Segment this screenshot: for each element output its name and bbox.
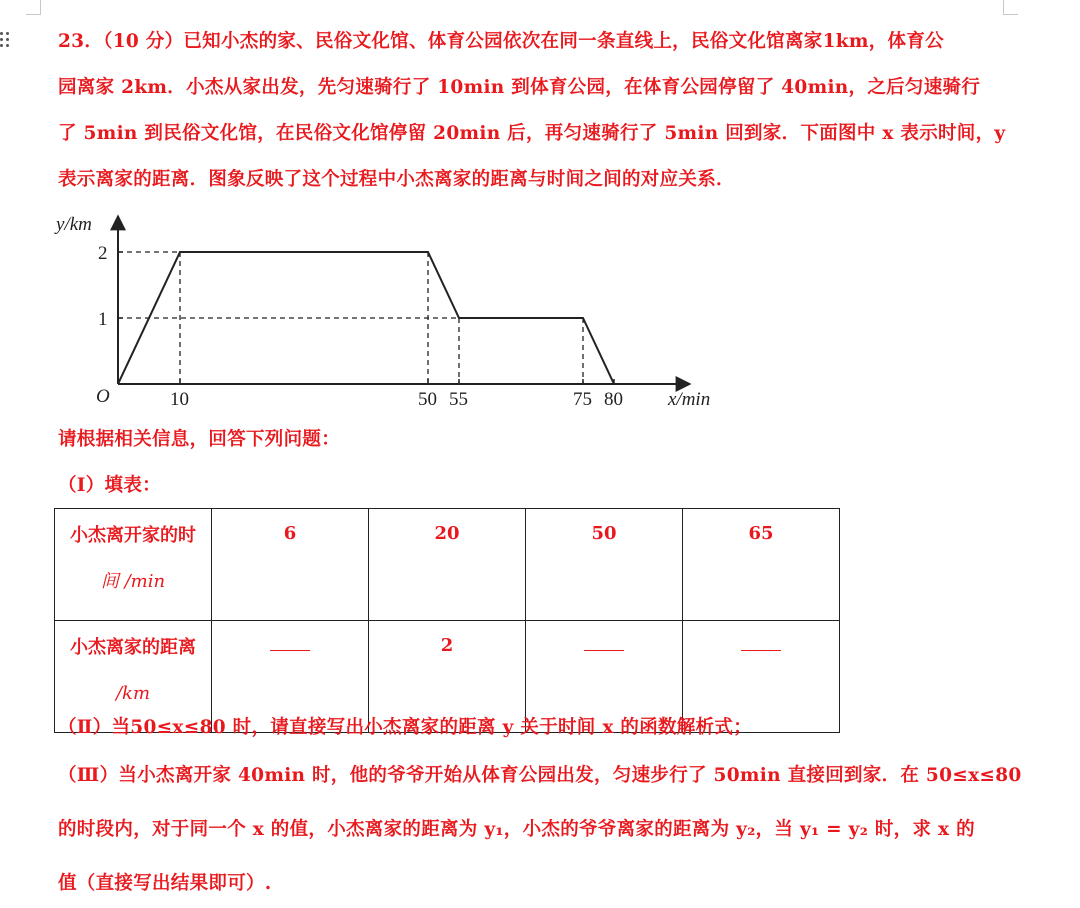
time-label-line-1: 小杰离开家的时 (70, 525, 196, 546)
y-tick-label: 1 (98, 309, 108, 330)
distance-label-line-2: /km (115, 683, 151, 704)
fill-in-table (54, 508, 840, 733)
x-tick-label: 80 (604, 389, 623, 410)
question-line-3: 了 5min 到民俗文化馆，在民俗文化馆停留 20min 后，再匀速骑行了 5min 回到家．下面图中 x 表示时间，y (58, 123, 1006, 144)
part3-line-1: （Ⅲ）当小杰离开家 40min 时，他的爷爷开始从体育公园出发，匀速步行了 50min 直接回到家．在 50≤x≤80 (58, 765, 1022, 786)
part3-line-3: 值（直接写出结果即可）. (58, 873, 272, 894)
page-corner-mark-right (1003, 0, 1018, 15)
graph-canvas (50, 206, 740, 424)
answer-blank[interactable] (741, 636, 781, 651)
distance-time-graph (50, 206, 740, 424)
time-cell-4: 65 (683, 509, 840, 621)
x-tick-label: 55 (449, 389, 468, 410)
part2-text: （Ⅱ）当50≤x≤80 时，请直接写出小杰离家的距离 y 关于时间 x 的函数解析式； (58, 717, 752, 738)
time-cell-3: 50 (526, 509, 683, 621)
distance-label-line-1: 小杰离家的距离 (70, 637, 196, 658)
question-line-2: 园离家 2km．小杰从家出发，先匀速骑行了 10min 到体育公园，在体育公园停留了 40min，之后匀速骑行 (58, 77, 981, 98)
table-row (55, 509, 840, 621)
question-line-4: 表示离家的距离．图象反映了这个过程中小杰离家的距离与时间之间的对应关系． (58, 169, 735, 190)
time-label-line-2: 间 /min (100, 571, 166, 592)
x-tick-label: 50 (418, 389, 437, 410)
time-cell-2: 20 (369, 509, 526, 621)
part1-title: （Ⅰ）填表： (58, 475, 161, 496)
drag-handle-icon[interactable] (0, 32, 12, 50)
question-line-1: 23．（10 分）已知小杰的家、民俗文化馆、体育公园依次在同一条直线上，民俗文化馆离家1km，体育公 (58, 31, 944, 52)
y-axis-label: y/km (56, 214, 92, 235)
x-axis-label: x/min (668, 389, 711, 410)
answer-blank[interactable] (270, 636, 310, 651)
y-tick-label: 2 (98, 243, 108, 264)
time-row-label (55, 509, 212, 621)
page-corner-mark-left (26, 0, 41, 15)
x-tick-label: 10 (170, 389, 189, 410)
answer-blank[interactable] (584, 636, 624, 651)
instruction-text: 请根据相关信息，回答下列问题： (58, 429, 341, 450)
part3-line-2: 的时段内，对于同一个 x 的值，小杰离家的距离为 y₁，小杰的爷爷离家的距离为 y₂，当 y₁ = y₂ 时，求 x 的 (58, 819, 975, 840)
distance-cell-2: 2 (369, 621, 526, 733)
origin-label: O (96, 386, 110, 407)
x-tick-label: 75 (573, 389, 592, 410)
time-cell-1: 6 (212, 509, 369, 621)
